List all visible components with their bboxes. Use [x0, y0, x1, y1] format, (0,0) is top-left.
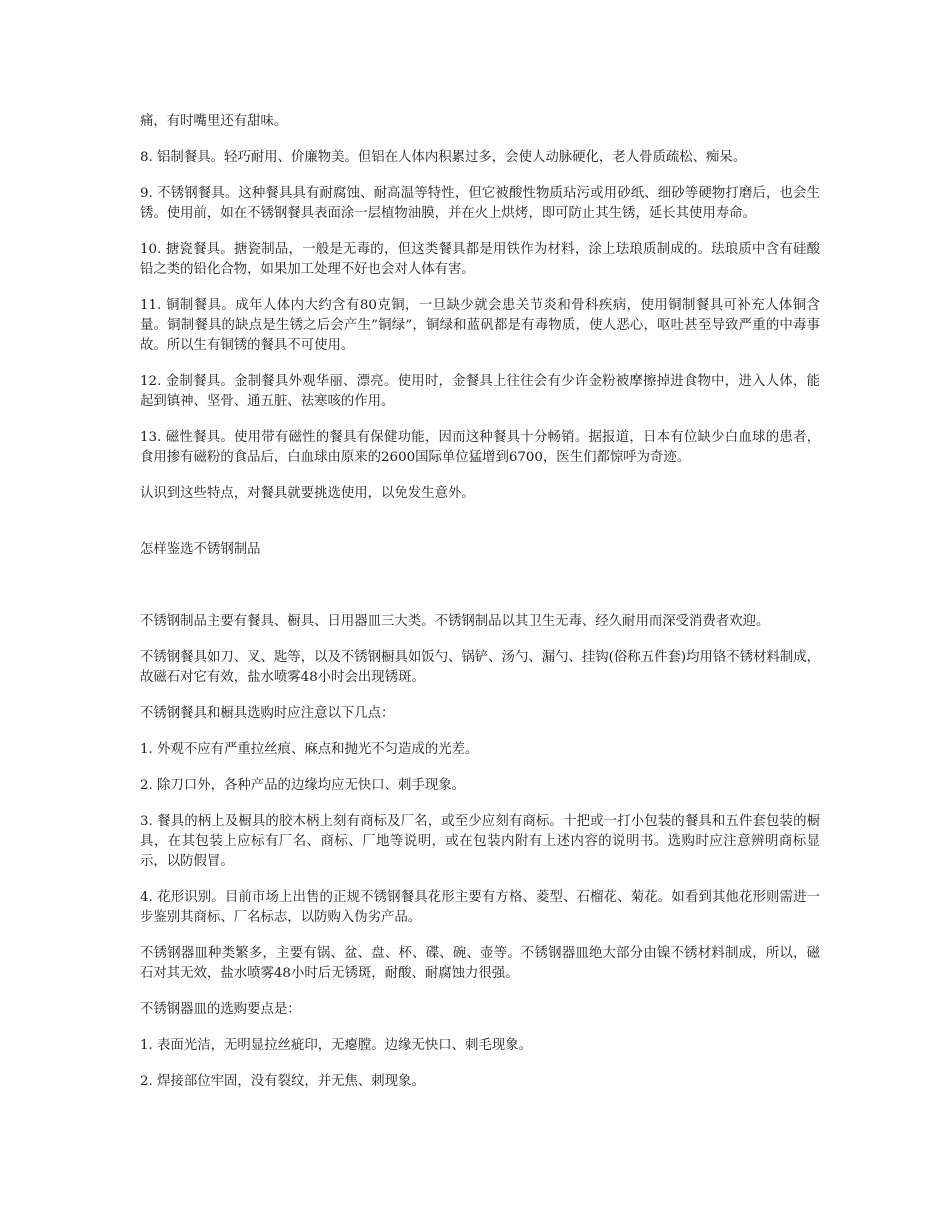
paragraph: 认识到这些特点，对餐具就要挑选使用，以免发生意外。 [140, 486, 475, 501]
paragraph: 8. 铝制餐具。轻巧耐用、价廉物美。但铝在人体内积累过多，会使人动脉硬化，老人骨质疏松、痴呆。 [140, 150, 747, 165]
paragraph: 不锈钢餐具如刀、叉、匙等，以及不锈钢橱具如饭勺、锅铲、汤勺、漏勺、挂钩(俗称五件套)均用铬不锈材料制成，故磁石对它有效，盐水喷雾48小时会出现锈斑。 [140, 650, 820, 685]
paragraph: 4. 花形识别。目前市场上出售的正规不锈钢餐具花形主要有方格、菱型、石榴花、菊花。如看到其他花形则需进一步鉴别其商标、厂名标志，以防购入伪劣产品。 [140, 890, 820, 925]
paragraph: 1. 表面光洁，无明显拉丝疵印，无瘪膛。边缘无快口、刺毛现象。 [140, 1038, 532, 1053]
paragraph: 2. 除刀口外，各种产品的边缘均应无快口、刺手现象。 [140, 778, 466, 793]
paragraph: 3. 餐具的柄上及橱具的胶木柄上刻有商标及厂名，或至少应刻有商标。十把或一打小包装的餐具和五件套包装的橱具，在其包装上应标有厂名、商标、厂地等说明，或在包装内附有上述内容的说明书。选购时应注意辨明商标显示，以防假冒。 [140, 814, 820, 869]
paragraph: 10. 搪瓷餐具。搪瓷制品，一般是无毒的，但这类餐具都是用铁作为材料，涂上珐琅质制成的。珐琅质中含有硅酸铅之类的铅化合物，如果加工处理不好也会对人体有害。 [140, 242, 820, 277]
paragraph: 2. 焊接部位牢固，没有裂纹，并无焦、刺现象。 [140, 1074, 425, 1089]
paragraph: 不锈钢器皿种类繁多，主要有锅、盆、盘、杯、碟、碗、壶等。不锈钢器皿绝大部分由镍不锈材料制成，所以，磁石对其无效，盐水喷雾48小时后无锈斑，耐酸、耐腐蚀力很强。 [140, 946, 820, 981]
section-title: 怎样鉴选不锈钢制品 [140, 542, 261, 557]
paragraph: 不锈钢制品主要有餐具、橱具、日用器皿三大类。不锈钢制品以其卫生无毒、经久耐用而深受消费者欢迎。 [140, 614, 770, 629]
paragraph: 12. 金制餐具。金制餐具外观华丽、漂亮。使用时，金餐具上往往会有少许金粉被摩擦掉进食物中，进入人体，能起到镇神、坚骨、通五脏、祛寒咳的作用。 [140, 374, 820, 409]
paragraph: 不锈钢餐具和橱具选购时应注意以下几点： [140, 706, 395, 721]
paragraph: 11. 铜制餐具。成年人体内大约含有80克铜，一旦缺少就会患关节炎和骨科疾病，使用铜制餐具可补充人体铜含量。铜制餐具的缺点是生锈之后会产生”铜绿”，铜绿和蓝矾都是有毒物质，使人恶心，呕吐甚至导致严重的中毒事故。所以生有铜锈的餐具不可使用。 [140, 298, 820, 353]
paragraph: 9. 不锈钢餐具。这种餐具具有耐腐蚀、耐高温等特性，但它被酸性物质玷污或用砂纸、细砂等硬物打磨后，也会生锈。使用前，如在不锈钢餐具表面涂一层植物油膜，并在火上烘烤，即可防止其生锈，延长其使用寿命。 [140, 186, 820, 221]
paragraph: 痛，有时嘴里还有甜味。 [140, 114, 288, 129]
paragraph: 不锈钢器皿的选购要点是： [140, 1002, 301, 1017]
paragraph: 1. 外观不应有严重拉丝痕、麻点和抛光不匀造成的光差。 [140, 742, 479, 757]
document-page [140, 112, 820, 1108]
paragraph: 13. 磁性餐具。使用带有磁性的餐具有保健功能，因而这种餐具十分畅销。据报道，日本有位缺少白血球的患者，食用掺有磁粉的食品后，白血球由原来的2600国际单位猛增到6700，医生们都惊呼为奇迹。 [140, 430, 820, 465]
